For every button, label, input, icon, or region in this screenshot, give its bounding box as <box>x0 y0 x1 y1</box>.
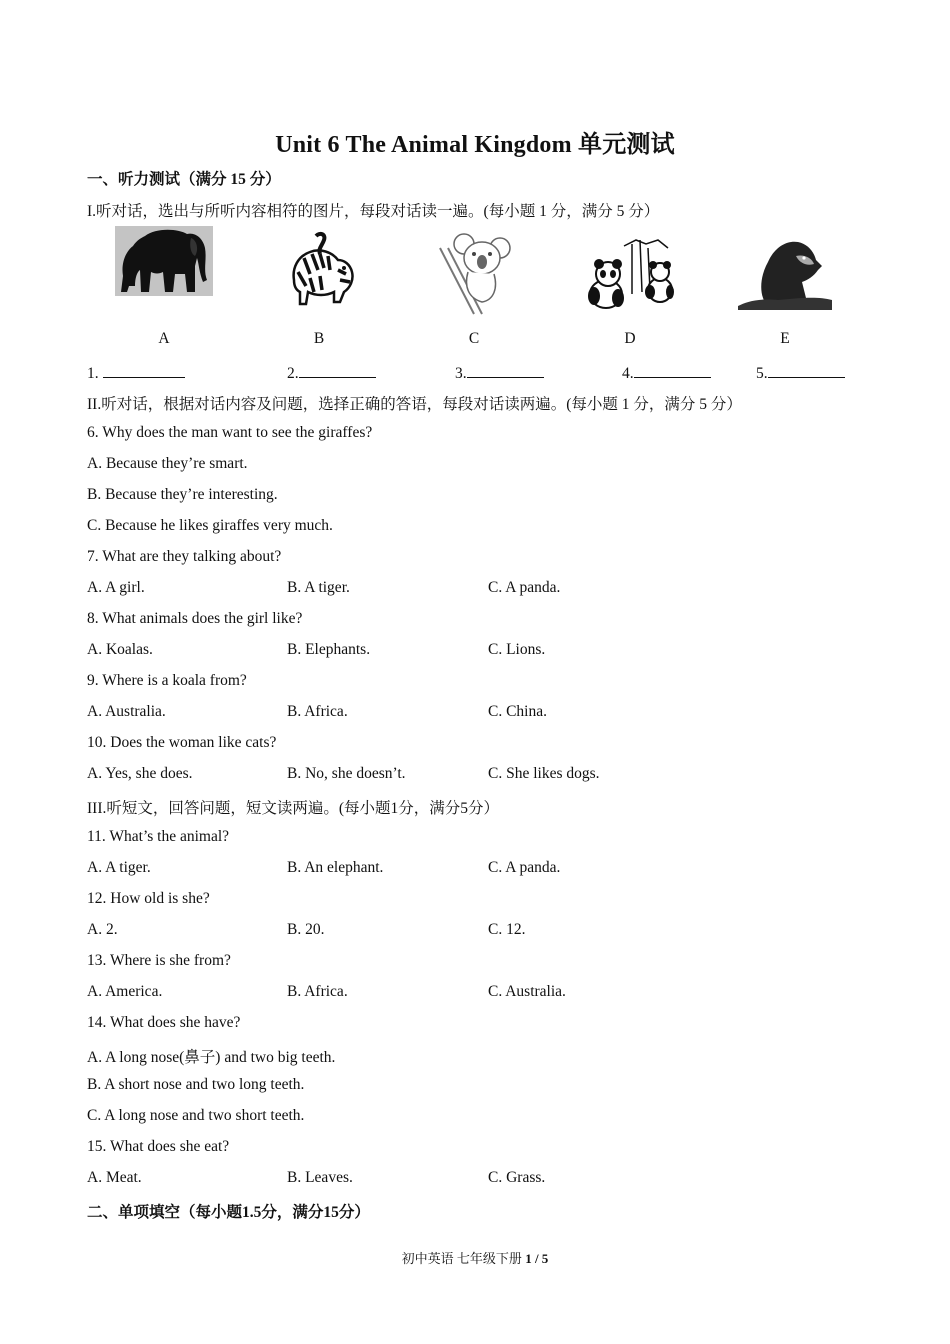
answer-blank-5[interactable]: 5. <box>756 361 845 383</box>
question-14: 14. What does she have? <box>87 1014 241 1031</box>
question-9: 9. Where is a koala from? <box>87 672 247 689</box>
footer-text: 初中英语 七年级下册 <box>401 1251 526 1266</box>
option-11a[interactable]: A. A tiger. <box>87 859 151 876</box>
option-6c[interactable]: C. Because he likes giraffes very much. <box>87 517 333 534</box>
question-8: 8. What animals does the girl like? <box>87 610 303 627</box>
question-15: 15. What does she eat? <box>87 1138 230 1155</box>
option-13b[interactable]: B. Africa. <box>287 983 348 1000</box>
picture-label-c: C <box>468 330 480 347</box>
page-footer <box>0 1248 950 1267</box>
option-6b[interactable]: B. Because they’re interesting. <box>87 486 278 503</box>
answer-blank-3[interactable]: 3. <box>455 361 544 383</box>
answer-blank-1[interactable]: 1. <box>87 361 185 383</box>
option-11b[interactable]: B. An elephant. <box>287 859 384 876</box>
koala-icon <box>438 230 514 316</box>
option-14a[interactable]: A. A long nose(鼻子) and two big teeth. <box>87 1049 336 1066</box>
option-8b[interactable]: B. Elephants. <box>287 641 371 658</box>
tiger-icon <box>280 230 360 310</box>
section-1-heading: 一、听力测试（满分 15 分） <box>87 171 281 188</box>
option-6a[interactable]: A. Because they’re smart. <box>87 455 248 472</box>
option-7b[interactable]: B. A tiger. <box>287 579 350 596</box>
option-15b[interactable]: B. Leaves. <box>287 1169 353 1186</box>
option-12c[interactable]: C. 12. <box>488 921 526 938</box>
option-14b[interactable]: B. A short nose and two long teeth. <box>87 1076 305 1093</box>
section-2-heading: 二、单项填空（每小题1.5分，满分15分） <box>87 1204 370 1221</box>
page-title: Unit 6 The Animal Kingdom 单元测试 <box>275 132 675 158</box>
option-13c[interactable]: C. Australia. <box>488 983 566 1000</box>
option-12a[interactable]: A. 2. <box>87 921 118 938</box>
answer-blank-2[interactable]: 2. <box>287 361 376 383</box>
picture-label-b: B <box>313 330 325 347</box>
lion-icon <box>738 236 832 310</box>
option-14c[interactable]: C. A long nose and two short teeth. <box>87 1107 305 1124</box>
page-number: 1 / 5 <box>525 1251 549 1266</box>
elephant-icon <box>115 226 213 296</box>
question-7: 7. What are they talking about? <box>87 548 282 565</box>
option-10c[interactable]: C. She likes dogs. <box>488 765 600 782</box>
question-11: 11. What’s the animal? <box>87 828 230 845</box>
part-1-instruction: I.听对话，选出与所听内容相符的图片，每段对话读一遍。(每小题 1 分，满分 5 分） <box>87 203 660 220</box>
part-2-instruction: II.听对话，根据对话内容及问题，选择正确的答语，每段对话读两遍。(每小题 1 分，满分 5 分） <box>87 396 742 413</box>
option-9c[interactable]: C. China. <box>488 703 547 720</box>
picture-label-d: D <box>624 330 636 347</box>
option-7c[interactable]: C. A panda. <box>488 579 561 596</box>
question-13: 13. Where is she from? <box>87 952 231 969</box>
question-10: 10. Does the woman like cats? <box>87 734 277 751</box>
option-9b[interactable]: B. Africa. <box>287 703 348 720</box>
option-12b[interactable]: B. 20. <box>287 921 325 938</box>
question-12: 12. How old is she? <box>87 890 210 907</box>
option-7a[interactable]: A. A girl. <box>87 579 145 596</box>
option-11c[interactable]: C. A panda. <box>488 859 561 876</box>
part-3-instruction: III.听短文，回答问题，短文读两遍。(每小题1分，满分5分） <box>87 800 500 817</box>
option-13a[interactable]: A. America. <box>87 983 163 1000</box>
option-9a[interactable]: A. Australia. <box>87 703 166 720</box>
option-10a[interactable]: A. Yes, she does. <box>87 765 193 782</box>
picture-label-e: E <box>780 330 790 347</box>
option-8a[interactable]: A. Koalas. <box>87 641 153 658</box>
option-8c[interactable]: C. Lions. <box>488 641 546 658</box>
answer-blank-4[interactable]: 4. <box>622 361 711 383</box>
option-15a[interactable]: A. Meat. <box>87 1169 142 1186</box>
option-10b[interactable]: B. No, she doesn’t. <box>287 765 406 782</box>
panda-icon <box>588 234 674 312</box>
question-6: 6. Why does the man want to see the giraffes? <box>87 424 373 441</box>
picture-label-a: A <box>158 330 170 347</box>
option-15c[interactable]: C. Grass. <box>488 1169 546 1186</box>
